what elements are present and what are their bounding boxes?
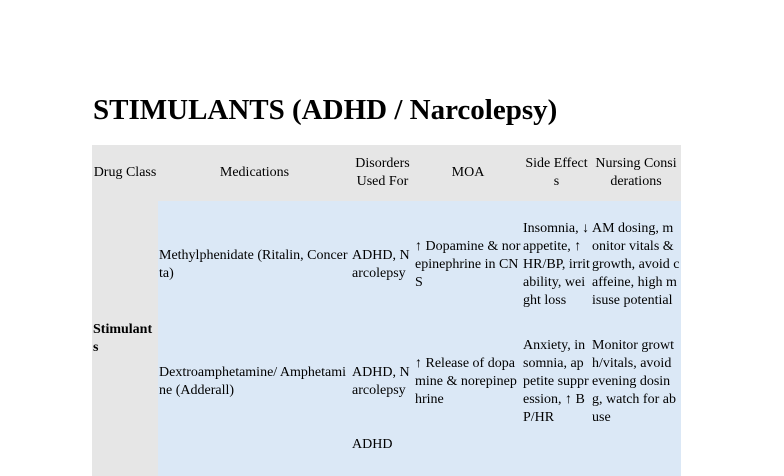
- header-disorders: Disorders Used For: [351, 145, 414, 201]
- nursing-cell: [591, 436, 681, 476]
- side-effects-cell: Anxiety, insomnia, appetite suppression, ↑ BP/HR: [522, 328, 591, 436]
- side-effects-cell: Insomnia, ↓ appetite, ↑ HR/BP, irritability, weight loss: [522, 201, 591, 328]
- medications-cell: Methylphenidate (Ritalin, Concerta): [158, 201, 351, 328]
- table-row: [92, 201, 681, 328]
- header-nursing: Nursing Considerations: [591, 145, 681, 201]
- table-row: [92, 436, 681, 476]
- medications-cell: [158, 436, 351, 476]
- header-drug-class: Drug Class: [92, 145, 158, 201]
- nursing-cell: Monitor growth/vitals, avoid evening dosing, watch for abuse: [591, 328, 681, 436]
- side-effects-cell: [522, 436, 591, 476]
- slide-title: STIMULANTS (ADHD / Narcolepsy): [93, 94, 558, 126]
- moa-cell: ↑ Dopamine & norepinephrine in CNS: [414, 201, 522, 328]
- header-side-effects: Side Effects: [522, 145, 591, 201]
- disorders-cell: ADHD, Narcolepsy: [351, 201, 414, 328]
- disorders-cell: ADHD, Narcolepsy: [351, 328, 414, 436]
- moa-cell: ↑ Release of dopamine & norepinephrine: [414, 328, 522, 436]
- drug-table: [92, 145, 681, 476]
- table-row: [92, 328, 681, 436]
- nursing-cell: AM dosing, monitor vitals & growth, avoid caffeine, high misuse potential: [591, 201, 681, 328]
- header-moa: MOA: [414, 145, 522, 201]
- disorders-cell: ADHD: [351, 436, 414, 476]
- drug-class-cell: Stimulants: [92, 201, 158, 476]
- header-medications: Medications: [158, 145, 351, 201]
- moa-cell: [414, 436, 522, 476]
- medications-cell: Dextroamphetamine/ Amphetamine (Adderall): [158, 328, 351, 436]
- table-header-row: [92, 145, 681, 201]
